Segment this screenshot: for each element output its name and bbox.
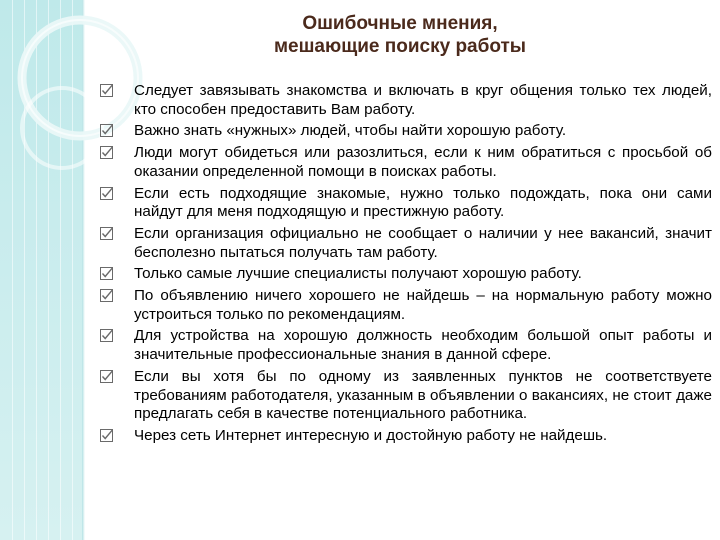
checkbox-checked-icon bbox=[100, 289, 113, 302]
list-item bbox=[100, 144, 712, 181]
checkbox-checked-icon bbox=[100, 84, 113, 97]
list-item bbox=[100, 185, 712, 222]
title-line-2: мешающие поиску работы bbox=[273, 36, 527, 57]
decorative-ring-small bbox=[22, 88, 102, 168]
list-item bbox=[100, 427, 712, 446]
checkbox-checked-icon bbox=[100, 329, 113, 342]
list-item bbox=[100, 225, 712, 262]
bullet-text: Если вы хотя бы по одному из заявленных пунктов не соответствуете требованиям работодателя, указанным в объявлении о вакансиях, не стоит даже предлагать себя в качестве потенциального работника. bbox=[134, 367, 712, 423]
checkbox-checked-icon bbox=[100, 187, 113, 200]
page-title bbox=[190, 12, 610, 58]
bullet-text: По объявлению ничего хорошего не найдешь – на нормальную работу можно устроиться только по рекомендациям. bbox=[134, 287, 712, 323]
bullet-text: Через сеть Интернет интересную и достойную работу не найдешь. bbox=[134, 426, 608, 444]
bullet-text: Следует завязывать знакомства и включать в круг общения только тех людей, кто способен предоставить Вам работу. bbox=[134, 82, 712, 118]
bullet-text: Важно знать «нужных» людей, чтобы найти хорошую работу. bbox=[134, 122, 567, 140]
list-item bbox=[100, 327, 712, 364]
checkbox-checked-icon bbox=[100, 146, 113, 159]
list-item bbox=[100, 265, 712, 284]
checkbox-checked-icon bbox=[100, 429, 113, 442]
bullet-text: Только самые лучшие специалисты получают хорошую работу. bbox=[134, 265, 582, 283]
bullet-list bbox=[100, 82, 712, 446]
checkbox-checked-icon bbox=[100, 267, 113, 280]
bullet-text: Если организация официально не сообщает о наличии у нее вакансий, значит бесполезно пытаться получать там работу. bbox=[134, 224, 712, 261]
bullet-text: Для устройства на хорошую должность необходим большой опыт работы и значительные профессиональные знания в данной сфере. bbox=[134, 327, 712, 364]
bullet-text: Если есть подходящие знакомые, нужно только подождать, пока они сами найдут для меня подходящую и престижную работу. bbox=[134, 184, 712, 221]
checkbox-checked-icon bbox=[100, 124, 113, 137]
title-line-1: Ошибочные мнения, bbox=[302, 13, 498, 34]
list-item bbox=[100, 82, 712, 119]
checkbox-checked-icon bbox=[100, 370, 113, 383]
bullet-text: Люди могут обидеться или разозлиться, если к ним обратиться с просьбой об оказании определенной помощи в поисках работы. bbox=[134, 144, 712, 180]
list-item bbox=[100, 122, 712, 141]
list-item bbox=[100, 287, 712, 324]
list-item bbox=[100, 368, 712, 424]
checkbox-checked-icon bbox=[100, 227, 113, 240]
